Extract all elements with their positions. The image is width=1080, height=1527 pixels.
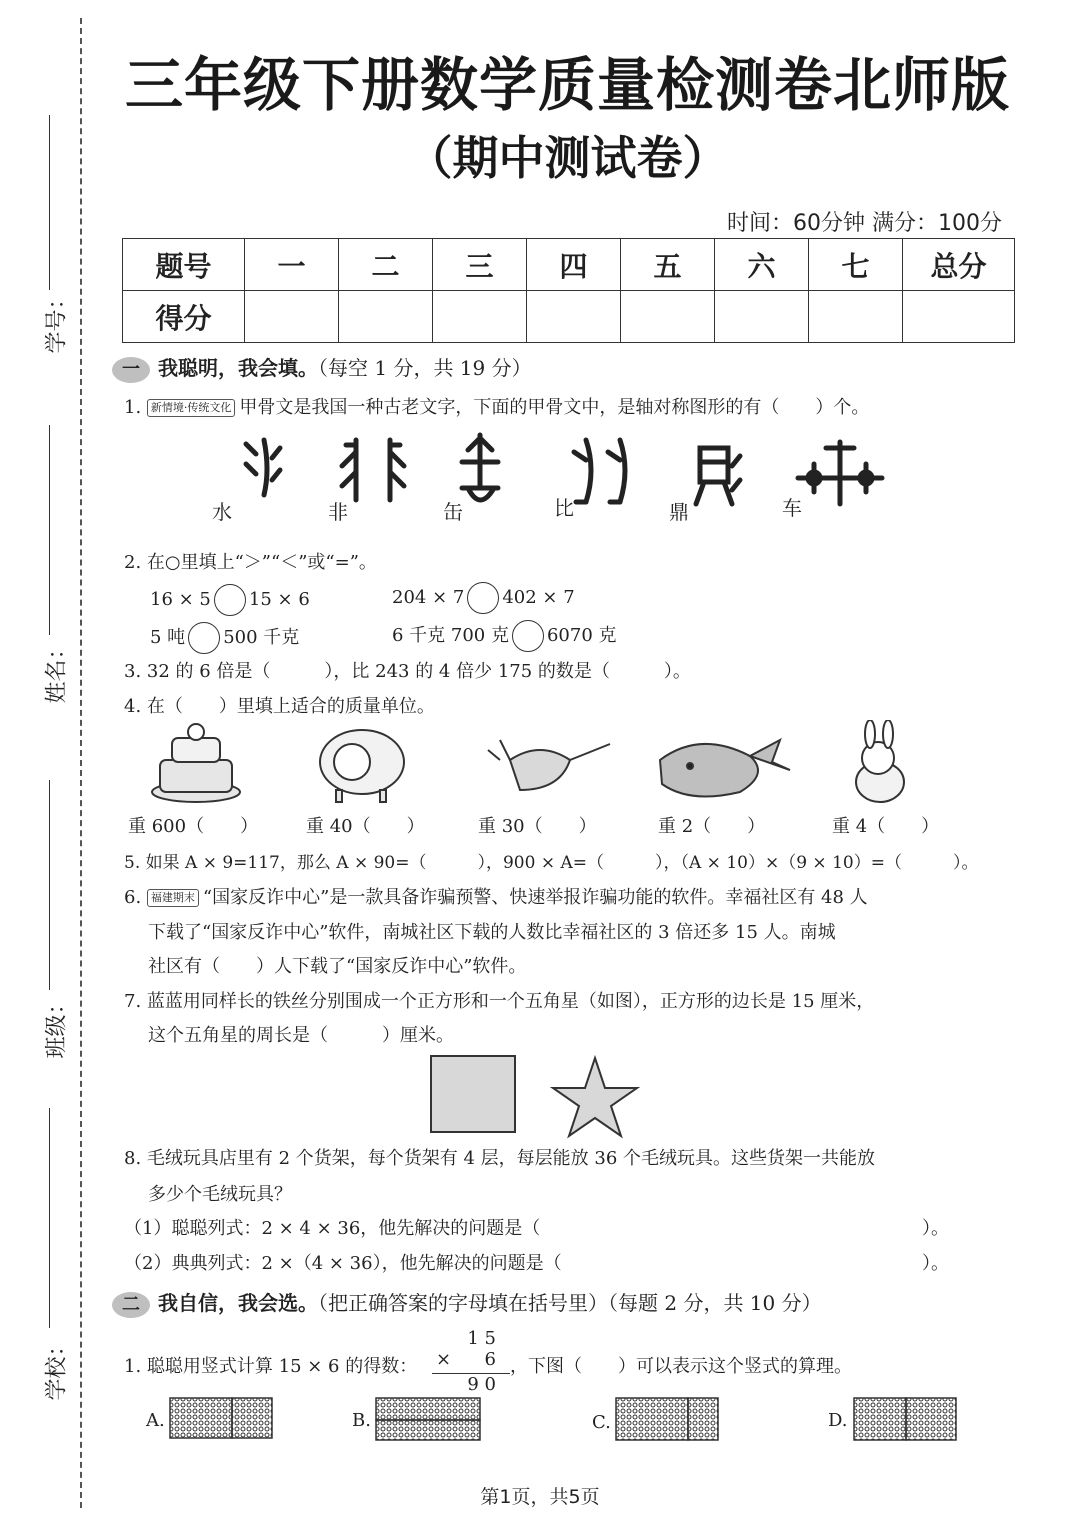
q1-tag: 新情境·传统文化 [147,399,236,417]
q8-sub-2: （2）典典列式：2 ×（4 × 36），他先解决的问题是（ [124,1253,562,1274]
q8-sub-2-close: ）。 [922,1253,949,1274]
q1-number: 1. [124,397,142,418]
header-cell: 总分 [903,239,1015,291]
option-b-label[interactable]: B. [352,1410,371,1431]
glyph-che [798,442,882,504]
compare-circle[interactable] [214,584,246,616]
q4-item: 重 40（ ） [306,816,425,837]
score-cell[interactable] [339,291,433,343]
vert-row-2 [432,1349,510,1374]
question-8: 8. 毛绒玩具店里有 2 个货架，每个货架有 4 层，每层能放 36 个毛绒玩具。这些货架一共能放 [124,1148,876,1169]
q4-item: 重 30（ ） [478,816,597,837]
q6-number: 6. [124,887,142,908]
q1-text: 甲骨文是我国一种古老文字，下面的甲骨文中，是轴对称图形的有（ ）个。 [239,397,870,418]
square-figure [431,1056,515,1132]
compare-circle[interactable] [467,582,499,614]
q4-item: 重 600（ ） [128,816,259,837]
section-1-badge: 一 [112,357,150,383]
option-c-grid[interactable] [614,1396,720,1442]
header-cell: 三 [433,239,527,291]
option-b-grid[interactable] [374,1396,482,1444]
q2-expr: 402 × 7 [502,587,575,608]
s2-question-1: 1. 聪聪用竖式计算 15 × 6 的得数： [124,1356,418,1377]
glyph-shui [246,440,280,495]
score-cell[interactable] [903,291,1015,343]
option-a-grid[interactable] [168,1396,274,1440]
vert-multiply-sign: × [436,1349,452,1370]
vertical-calculation [432,1328,510,1395]
glyph-label: 比 [554,496,574,520]
q6-line-1: “国家反诈中心”是一款具备诈骗预警、快速举报诈骗功能的软件。幸福社区有 48 人 [202,887,868,908]
q2-expr: 15 × 6 [248,589,310,610]
score-row-label: 得分 [123,291,245,343]
q8-line-2: 多少个毛绒玩具？ [148,1184,292,1205]
s2-q1-text-after: ，下图（ ）可以表示这个竖式的算理。 [510,1356,852,1377]
question-4: 4. 在（ ）里填上适合的质量单位。 [124,696,435,717]
q2-expr: 6070 克 [546,625,617,646]
rabbit-icon [856,720,904,802]
name-label: 姓名： [44,637,70,704]
section-1-title: 我聪明，我会填。 [158,356,318,380]
question-7: 7. 蓝蓝用同样长的铁丝分别围成一个正方形和一个五角星（如图），正方形的边长是 15 厘米， [124,991,875,1012]
q2-expr: 5 吨 [150,627,186,648]
section-2-points: （把正确答案的字母填在括号里）（每题 2 分，共 10 分） [318,1291,822,1315]
score-table-header-row [123,239,1015,291]
student-no-label: 学号： [44,287,70,354]
glyph-label: 鼎 [669,500,689,524]
header-cell: 六 [715,239,809,291]
glyph-label: 缶 [443,500,463,524]
score-cell[interactable] [245,291,339,343]
shrimp-icon [488,740,610,790]
header-cell: 一 [245,239,339,291]
q7-figures [425,1050,645,1140]
vert-top: 1 5 [467,1328,496,1349]
glyph-fei [342,440,404,500]
glyph-bi [574,440,625,502]
cake-icon [152,724,240,802]
q6-line-3: 社区有（ ）人下载了“国家反诈中心”软件。 [148,956,527,977]
q2-row-2-left [150,622,299,654]
vert-result: 9 0 [467,1374,496,1395]
q2-expr: 6 千克 700 克 [392,625,509,646]
name-line [49,425,50,635]
star-figure [553,1058,637,1136]
page-footer: 第1页，共5页 [480,1486,600,1508]
school-label: 学校： [44,1334,70,1401]
page-title: 三年级下册数学质量检测卷北师版 [124,51,1010,119]
section-2-badge: 二 [112,1292,150,1318]
q2-expr: 16 × 5 [150,589,211,610]
glyph-label: 非 [328,500,348,524]
q4-item: 重 4（ ） [832,816,940,837]
page-subtitle: （期中测试卷） [406,131,729,185]
sheep-icon [320,730,404,802]
q8-sub-1: （1）聪聪列式：2 × 4 × 36，他先解决的问题是（ [124,1218,541,1239]
whale-icon [660,740,790,797]
header-cell: 七 [809,239,903,291]
class-line [49,780,50,990]
q6-line-2: 下载了“国家反诈中心”软件，南城社区下载的人数比幸福社区的 3 倍还多 15 人。南城 [148,922,836,943]
glyph-label: 车 [782,496,802,520]
q2-row-1-left [150,584,310,616]
option-c-label[interactable]: C. [592,1412,611,1433]
binding-dashed-line [80,18,82,1508]
option-d-label[interactable]: D. [828,1410,848,1431]
section-2-header [112,1287,822,1318]
q4-item: 重 2（ ） [658,816,766,837]
glyph-ding [696,448,740,504]
question-5: 5. 如果 A × 9=117，那么 A × 90=（ ），900 × A=（ ），（A × 10）×（9 × 10）=（ ）。 [124,853,979,873]
score-cell[interactable] [715,291,809,343]
vert-second: 6 [484,1349,496,1370]
q2-expr: 500 千克 [223,627,300,648]
question-3: 3. 32 的 6 倍是（ ），比 243 的 4 倍少 175 的数是（ ）。 [124,661,691,682]
header-cell: 四 [527,239,621,291]
time-info: 时间：60分钟 满分：100分 [727,211,1002,236]
section-2-title: 我自信，我会选。 [158,1291,318,1315]
q4-pictures [140,720,940,815]
question-2: 2. 在○里填上“＞”“＜”或“=”。 [124,552,377,573]
section-1-points: （每空 1 分，共 19 分） [318,356,532,380]
option-a-label[interactable]: A. [146,1410,165,1431]
score-cell[interactable] [621,291,715,343]
compare-circle[interactable] [188,622,220,654]
option-d-grid[interactable] [852,1396,958,1442]
class-label: 班级： [44,992,70,1059]
glyph-fou [462,435,498,500]
q6-tag: 福建期末 [147,889,199,907]
glyph-label: 水 [212,500,232,524]
header-cell: 五 [621,239,715,291]
header-cell: 题号 [123,239,245,291]
question-6 [124,883,868,909]
score-cell[interactable] [433,291,527,343]
score-cell[interactable] [809,291,903,343]
score-table [122,238,1015,343]
school-line [49,1108,50,1328]
header-cell: 二 [339,239,433,291]
compare-circle[interactable] [512,620,544,652]
q2-row-2-right [392,620,617,652]
q2-row-1-right [392,582,575,614]
section-1-header [112,352,532,383]
q7-line-2: 这个五角星的周长是（ ）厘米。 [148,1025,454,1046]
q2-expr: 204 × 7 [392,587,465,608]
score-table-score-row [123,291,1015,343]
q8-sub-1-close: ）。 [922,1218,949,1239]
score-cell[interactable] [527,291,621,343]
question-1 [124,393,869,419]
